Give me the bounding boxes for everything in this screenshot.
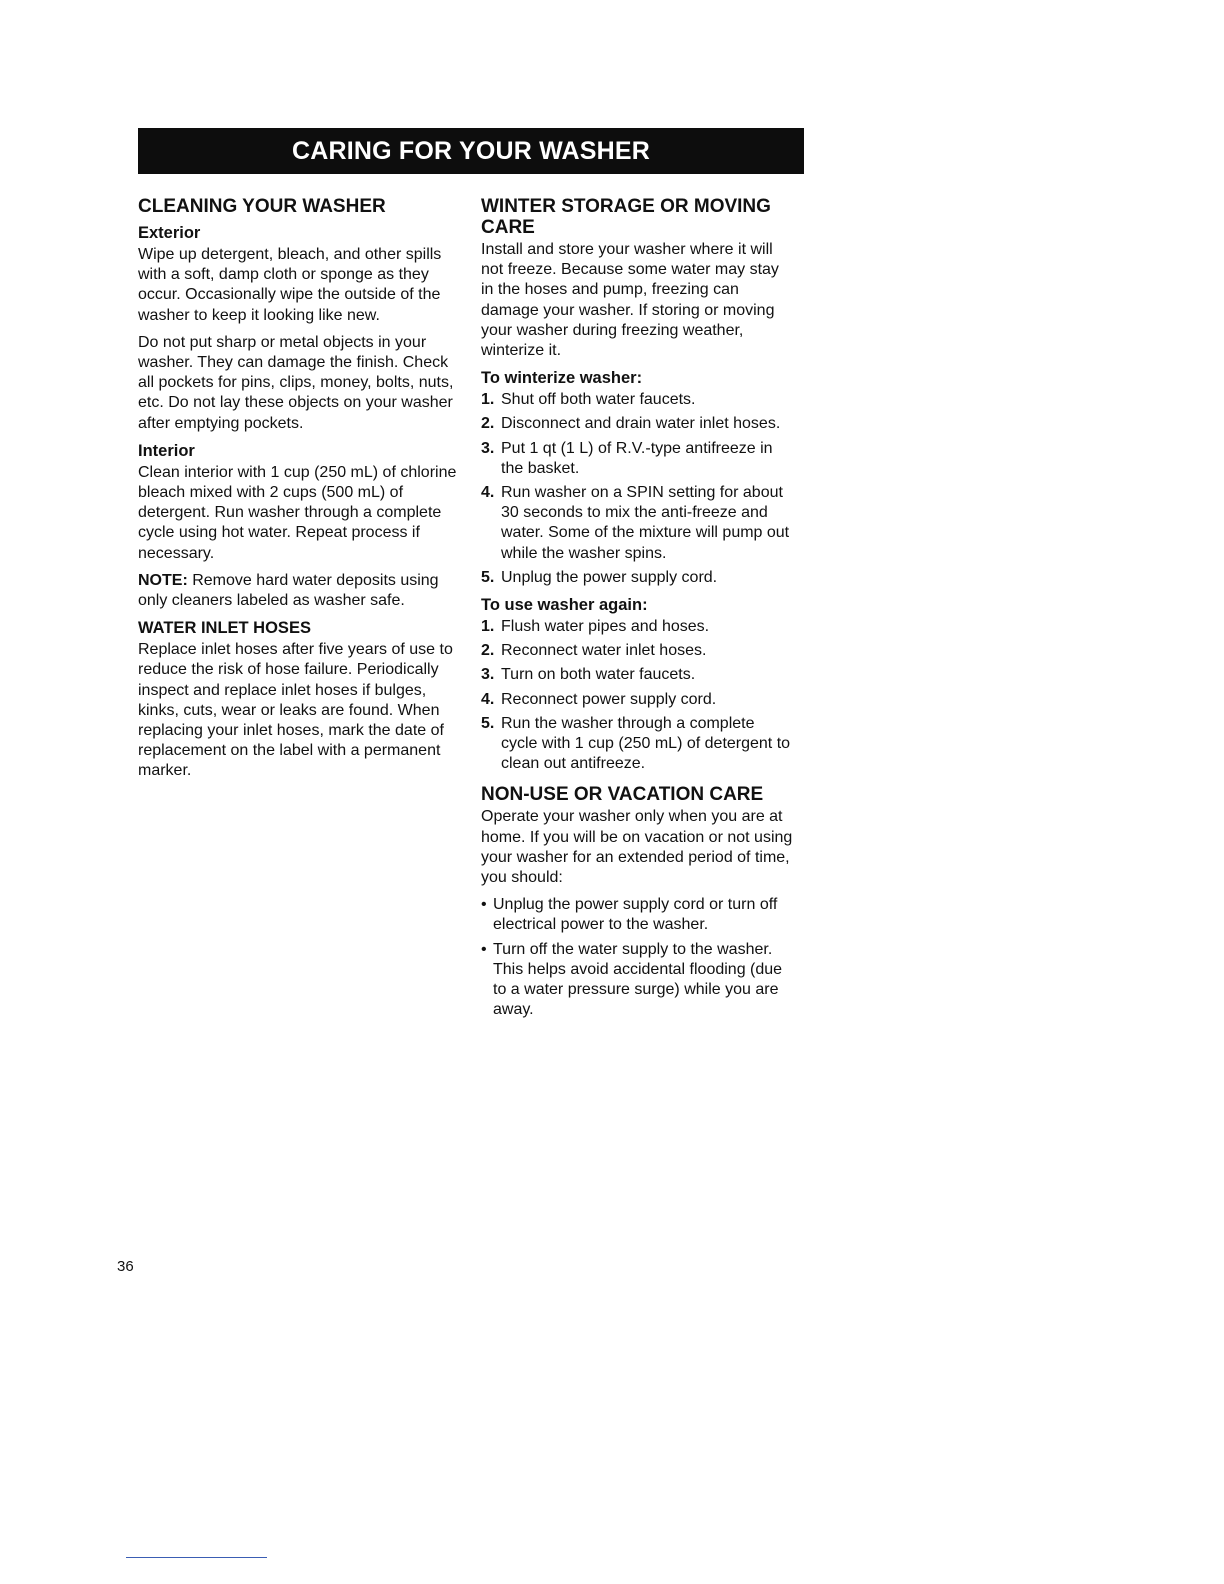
step-text: Reconnect water inlet hoses. [501,642,707,660]
step-number: 5. [481,568,495,586]
winter-storage-paragraph: Install and store your washer where it will not freeze. Because some water may stay in the hoses and pump, freezing can damage your washer. If storing or moving your washer during freezing weather, winterize it. [481,241,779,360]
cleaning-heading: CLEANING YOUR WASHER [138,196,386,217]
use-again-heading: To use washer again: [481,596,648,615]
step-number: 2. [481,642,495,660]
list-item [481,714,793,775]
note-text: Remove hard water deposits using only cleaners labeled as washer safe. [138,571,439,610]
step-number: 1. [481,618,495,636]
step-text: Reconnect power supply cord. [501,690,717,708]
vacation-care-paragraph: Operate your washer only when you are at home. If you will be on vacation or not using your washer for an extended period of time, you should: [481,808,793,887]
step-number: 3. [481,666,495,684]
water-inlet-hoses-heading: WATER INLET HOSES [138,619,311,638]
step-text: Unplug the power supply cord. [501,568,718,586]
winter-storage-heading: WINTER STORAGE OR MOVING CARE [481,196,771,238]
step-number: 1. [481,391,495,409]
step-text: Shut off both water faucets. [501,391,696,409]
step-text: Run the washer through a complete cycle with 1 cup (250 mL) of detergent to clean out antifreeze. [501,714,791,773]
list-item [481,665,793,685]
exterior-paragraph-1: Wipe up detergent, bleach, and other spills with a soft, damp cloth or sponge as they occur. Occasionally wipe the outside of the washer to keep it looking like new. [138,246,442,324]
exterior-paragraph-2: Do not put sharp or metal objects in your washer. They can damage the finish. Check all pockets for pins, clips, money, bolts, nuts, etc. Do not lay these objects on your washer after emptying pockets. [138,333,454,432]
interior-paragraph: Clean interior with 1 cup (250 mL) of chlorine bleach mixed with 2 cups (500 mL) of detergent. Run washer through a complete cycle using hot water. Repeat process if necessary. [138,463,457,562]
list-item [481,483,793,564]
banner-title: CARING FOR YOUR WASHER [291,136,651,165]
bullet-text: Unplug the power supply cord or turn off electrical power to the washer. [493,896,778,934]
interior-heading: Interior [138,441,195,460]
list-item [481,568,793,588]
winterize-heading: To winterize washer: [481,369,643,388]
right-column [481,196,793,1025]
vacation-bullets [481,895,793,1020]
winterize-steps [481,390,793,588]
footer-divider [126,1557,267,1558]
step-number: 4. [481,690,495,708]
list-item [481,439,793,479]
step-number: 4. [481,484,495,502]
step-text: Put 1 qt (1 L) of R.V.-type antifreeze in the basket. [501,439,773,477]
water-inlet-hoses-paragraph: Replace inlet hoses after five years of use to reduce the risk of hose failure. Periodically inspect and replace inlet hoses if bulges, kinks, cuts, wear or leaks are found. When replacing your inlet hoses, mark the date of replacement on the label with a permanent marker. [138,641,453,780]
note-label: NOTE: [138,571,188,589]
step-number: 2. [481,415,495,433]
step-text: Turn on both water faucets. [501,666,696,684]
list-item [481,390,793,410]
left-column [138,196,464,789]
bullet-text: Turn off the water supply to the washer. This helps avoid accidental flooding (due to a water pressure surge) while you are away. [493,940,783,1019]
bullet-icon: • [481,940,487,958]
step-text: Disconnect and drain water inlet hoses. [501,415,781,433]
list-item [481,414,793,434]
section-banner [138,128,804,174]
list-item [481,641,793,661]
exterior-heading: Exterior [138,224,201,242]
step-number: 5. [481,714,495,732]
step-number: 3. [481,439,495,457]
page-number: 36 [117,1258,134,1275]
list-item [481,690,793,710]
list-item [481,940,793,1021]
list-item [481,617,793,637]
step-text: Run washer on a SPIN setting for about 30 seconds to mix the anti-freeze and water. Some of the mixture will pump out while the washer spins. [501,484,790,562]
use-again-steps [481,617,793,774]
vacation-care-heading: NON-USE OR VACATION CARE [481,784,764,806]
bullet-icon: • [481,896,487,914]
note-paragraph [138,571,464,611]
step-text: Flush water pipes and hoses. [501,618,710,636]
list-item [481,895,793,935]
